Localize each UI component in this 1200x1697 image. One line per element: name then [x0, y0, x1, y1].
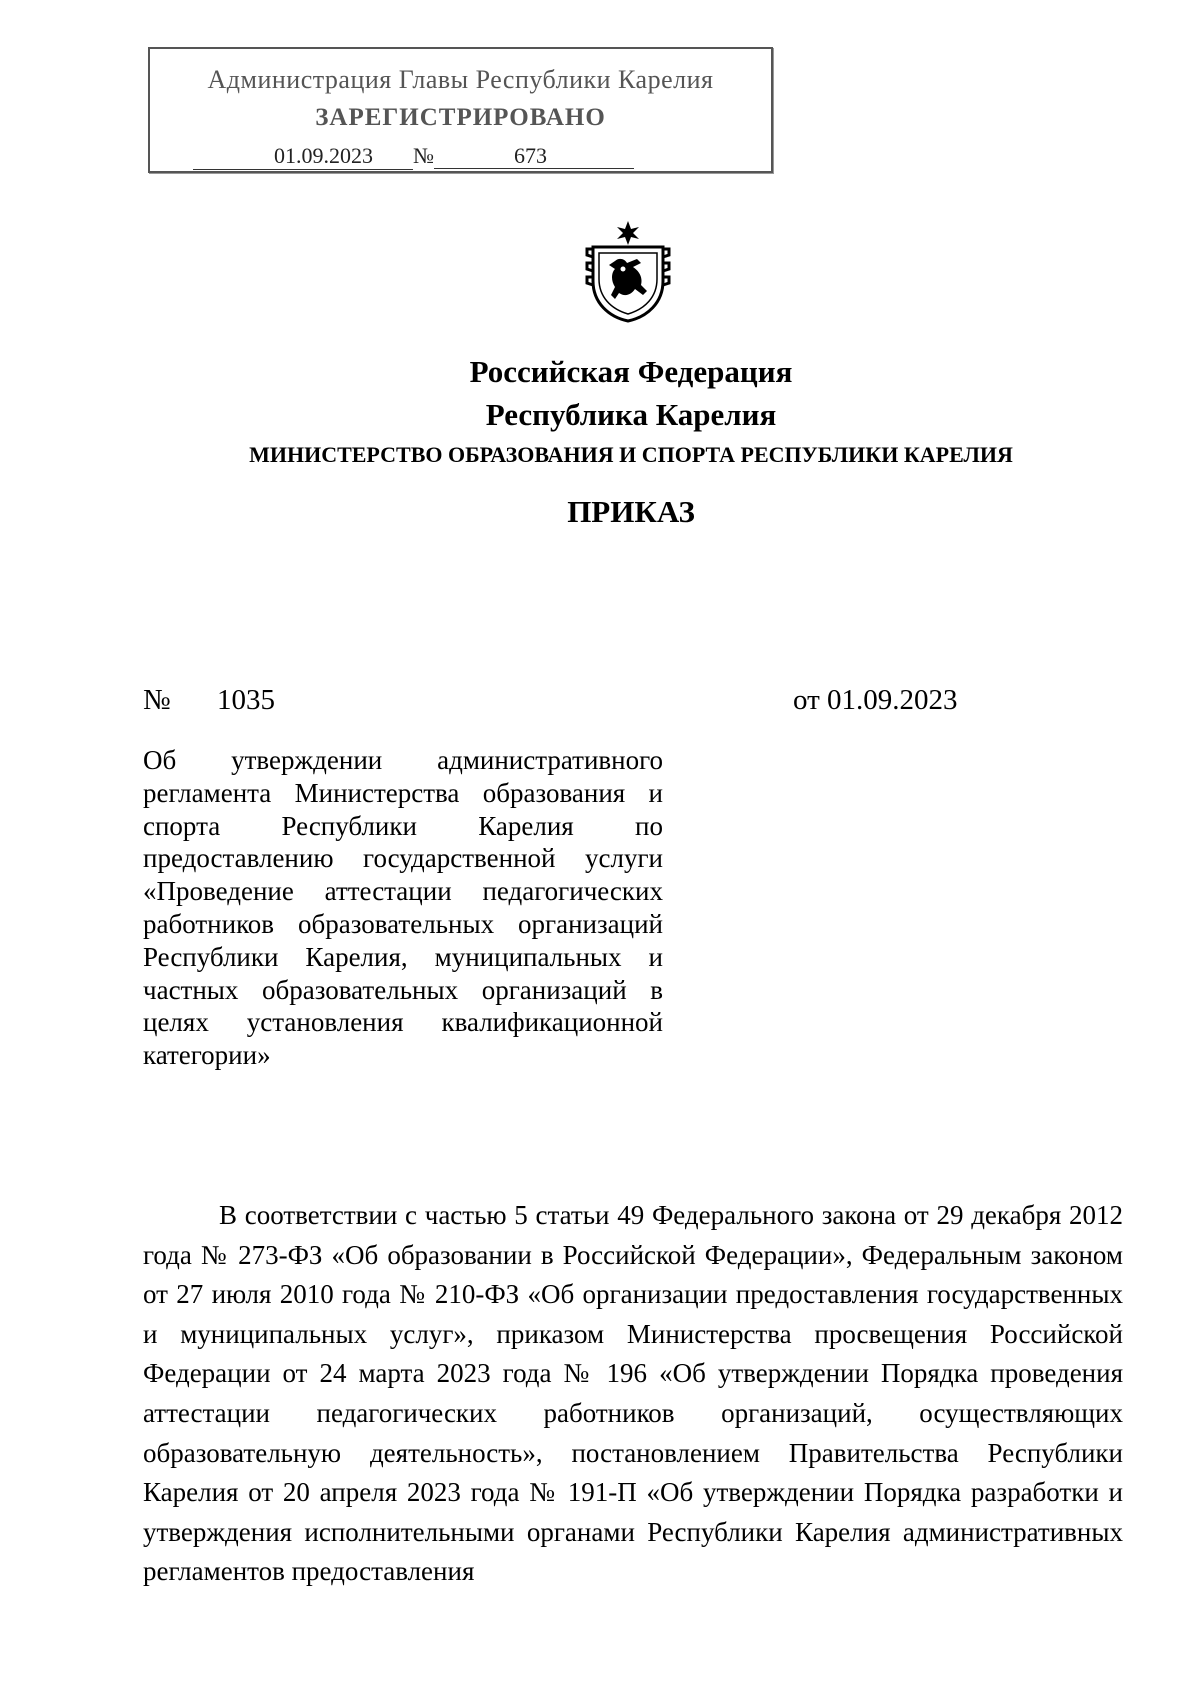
order-number: 1035 — [217, 684, 275, 716]
country-heading: Российская Федерация — [469, 354, 793, 389]
order-body-paragraph: В соответствии с частью 5 статьи 49 Федерального закона от 29 декабря 2012 года № 273-ФЗ «Об образовании в Российской Федерации», Федеральным законом от 27 июля 2010 года № 210-ФЗ «Об организации предоставления государственных и муниципальных услуг», приказом Министерства просвещения Российской Федерации от 24 марта 2023 года № 196 «Об утверждении Порядка проведения аттестации педагогических работников организаций, осуществляющих образовательную деятельность», постановлением Правительства Республики Карелия от 20 апреля 2023 года № 191-П «Об утверждении Порядка разработки и утверждения исполнительными органами Республики Карелия административных регламентов предоставления — [143, 1200, 1123, 1587]
registration-stamp — [148, 47, 773, 173]
order-subject: Об утверждении административного регламента Министерства образования и спорта Республики Карелия по предоставлению государственной услуги «Проведение аттестации педагогических работников образовательных организаций Республики Карелия, муниципальных и частных образовательных организаций в целях установления квалификационной категории» — [143, 745, 663, 1071]
stamp-organization: Администрация Главы Республики Карелия — [207, 65, 714, 94]
region-heading: Республика Карелия — [485, 397, 777, 432]
stamp-status: ЗАРЕГИСТРИРОВАНО — [315, 104, 606, 131]
ministry-heading: МИНИСТЕРСТВО ОБРАЗОВАНИЯ И СПОРТА РЕСПУБЛИКИ КАРЕЛИЯ — [249, 442, 1013, 467]
order-date: от 01.09.2023 — [793, 684, 958, 716]
order-number-sign: № — [143, 684, 171, 716]
stamp-registration-line — [193, 143, 753, 171]
stamp-date: 01.09.2023 — [193, 143, 377, 170]
stamp-number-sign: № — [413, 143, 434, 168]
stamp-number: 673 — [434, 143, 634, 169]
document-type-heading: ПРИКАЗ — [567, 494, 695, 529]
stamp-underline — [377, 143, 413, 170]
karelia-coat-of-arms-icon — [585, 219, 671, 323]
